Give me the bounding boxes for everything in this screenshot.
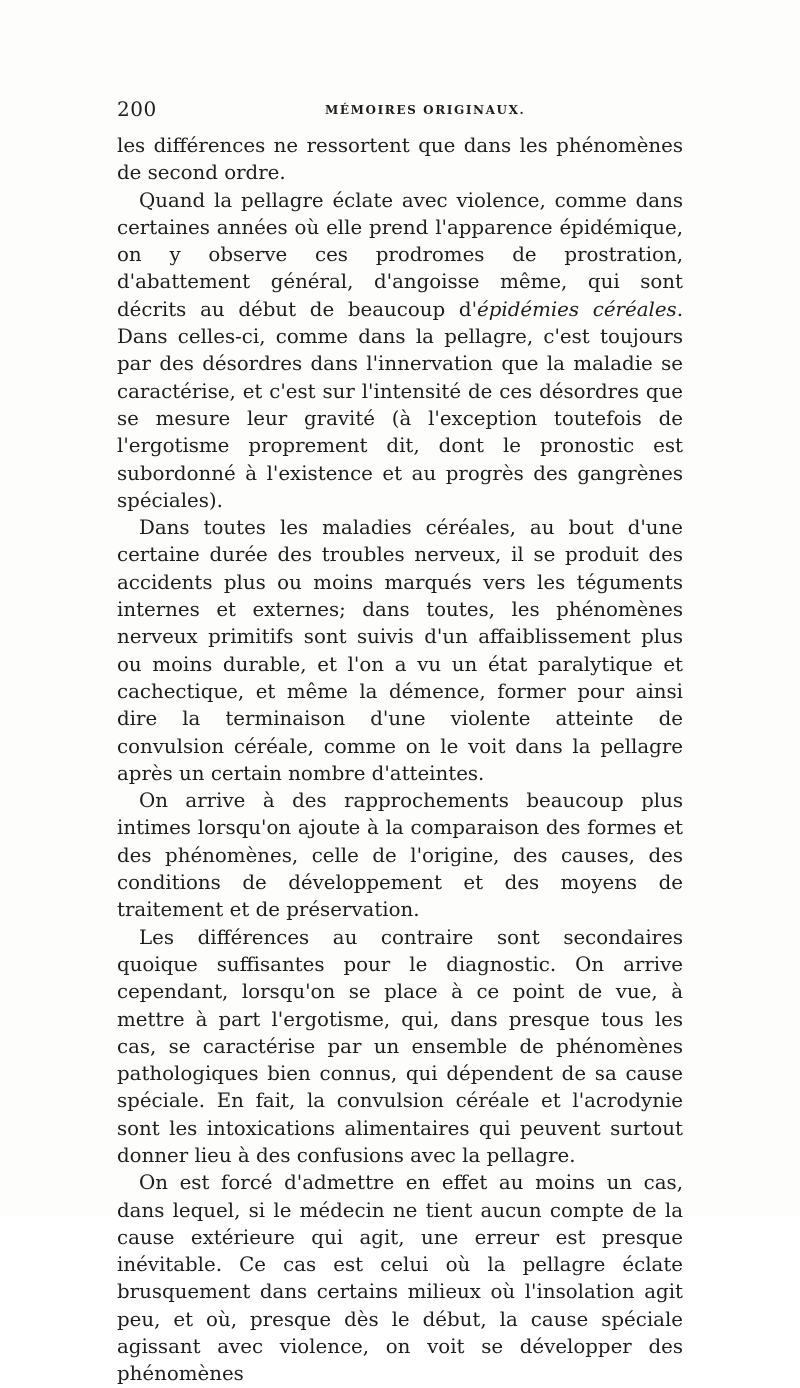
paragraph-text: Quand la pellagre éclate avec violence, comme dans certaines années où elle prend l'apparence épidémique, on y observe ces prodromes de prostration, d'abattement général, d'angoisse même, qui sont décrits au début de beaucoup d' <box>117 188 683 321</box>
paragraph: Les différences au contraire sont secondaires quoique suffisantes pour le diagnostic. On arrive cependant, lorsqu'on se place à ce point de vue, à mettre à part l'ergotisme, qui, dans presque tous les cas, se caractérise par un ensemble de phénomènes pathologiques bien connus, qui dépendent de sa cause spéciale. En fait, la convulsion céréale et l'acrodynie sont les intoxications alimentaires qui peuvent surtout donner lieu à des confusions avec la pellagre. <box>117 925 683 1167</box>
paragraph: les différences ne ressortent que dans les phénomènes de second ordre. <box>117 134 683 185</box>
paragraph: On est forcé d'admettre en effet au moins un cas, dans lequel, si le médecin ne tient aucun compte de la cause extérieure qui agit, une erreur est presque inévitable. Ce cas est celui où la pellagre éclate brusquement dans certains milieux où l'insolation agit peu, et où, presque dès le début, la cause spéciale agissant avec violence, on voit se développer des phénomènes <box>117 1171 683 1386</box>
paragraph-text: . Dans celles-ci, comme dans la pellagre, c'est toujours par des désordres dans l'innervation que la maladie se caractérise, et c'est sur l'intensité de ces désordres que se mesure leur gravité (à l'exception toutefois de l'ergotisme proprement dit, dont le pronostic est subordonné à l'existence et au progrès des gangrènes spéciales). <box>117 297 683 512</box>
paragraph <box>117 187 683 515</box>
paragraph: On arrive à des rapprochements beaucoup plus intimes lorsqu'on ajoute à la comparaison des formes et des phénomènes, celle de l'origine, des causes, des conditions de développement et des moyens de traitement et de préservation. <box>117 789 683 922</box>
italic-phrase: épidémies céréales <box>477 297 677 321</box>
page-number: 200 <box>117 97 157 121</box>
running-title: MÉMOIRES ORIGINAUX. <box>325 103 526 117</box>
body-text <box>117 132 683 1388</box>
page-header <box>117 97 683 127</box>
paragraph: Dans toutes les maladies céréales, au bout d'une certaine durée des troubles nerveux, il se produit des accidents plus ou moins marqués vers les téguments internes et externes; dans toutes, les phénomènes nerveux primitifs sont suivis d'un affaiblissement plus ou moins durable, et l'on a vu un état paralytique et cachectique, et même la démence, former pour ainsi dire la terminaison d'une violente atteinte de convulsion céréale, comme on le voit dans la pellagre après un certain nombre d'atteintes. <box>117 516 683 785</box>
